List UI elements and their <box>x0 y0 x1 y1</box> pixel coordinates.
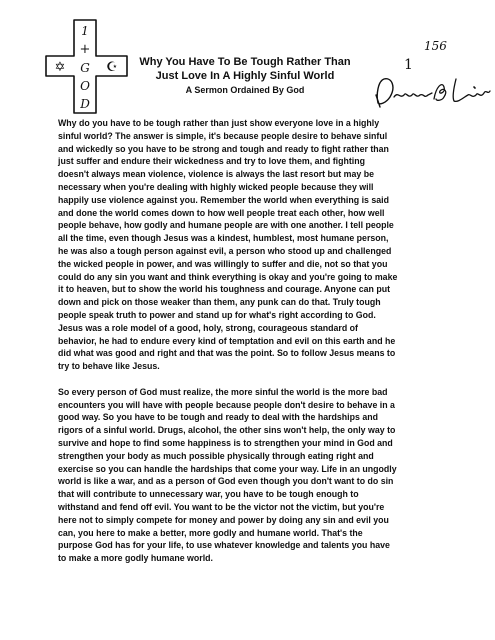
text-line: survive and hope to find some happiness is to strengthen your mind in God and <box>58 437 393 448</box>
text-line: strengthen your body as much possible physically through eating right and <box>58 450 374 461</box>
text-line: he was also a tough person against evil, a person who stood up and challenged <box>58 245 392 256</box>
emblem-char-o: O <box>80 79 90 93</box>
emblem-char-1: 1 <box>81 24 89 38</box>
emblem-char-plus: + <box>79 42 91 57</box>
text-line: rigors of a sinful world. Drugs, alcohol, the other sins won't help, the only way to <box>58 425 396 436</box>
text-line: people speak truth to power and stand up for what's right according to God. <box>58 309 376 320</box>
subtitle: A Sermon Ordained By God <box>185 85 305 95</box>
text-line: to make a more godly humane world. <box>58 553 213 564</box>
paragraph <box>58 117 454 373</box>
text-line: necessary when you're dealing with highly wicked people because they will <box>58 181 374 192</box>
text-line: withstand and fend off evil. You want to be the victor not the victim, but you're <box>58 501 385 512</box>
text-line: Why do you have to be tough rather than just show everyone love in a highly <box>58 118 380 128</box>
text-line: that will contribute to unnecessary war, you have to be tough enough to <box>58 489 359 500</box>
paragraph <box>58 386 454 565</box>
text-line: sinful world? The answer is simple, it's because people desire to behave sinful <box>58 130 388 141</box>
text-line: Jesus was a role model of a good, holy, strong, courageous standard of <box>58 322 358 333</box>
text-line: and wickedly so you have to be strong and tough and ready to fight rather than <box>58 143 389 154</box>
page-part-number: 1 <box>404 57 413 73</box>
signature <box>372 73 494 111</box>
cross-emblem <box>43 16 129 116</box>
text-line: just suffer and endure their wickedness and try to love them, and fighting <box>58 156 365 167</box>
text-line: can, you here to make a better, more godly and humane world. That's the <box>58 527 363 538</box>
emblem-char-g: G <box>80 61 90 75</box>
text-line: good way. So you have to be tough and ready to deal with the hardships and <box>58 412 378 423</box>
title-line-1: Why You Have To Be Tough Rather Than <box>139 56 351 68</box>
text-line: did what was good and right and that was the point. So to follow Jesus means to <box>58 348 396 359</box>
text-line: try to behave like Jesus. <box>58 361 160 372</box>
text-line: encounters you will have with people because people don't desire to behave in a <box>58 399 395 410</box>
text-line: down and pick on those weaker than them, any punk can do that. Truly tough <box>58 297 381 308</box>
crescent-star-icon: ☪ <box>106 60 118 75</box>
text-line: and done the world comes down to how well people treat each other, how well <box>58 207 385 218</box>
text-line: So every person of God must realize, the more sinful the world is the more bad <box>58 386 388 397</box>
emblem-char-d: D <box>80 97 90 111</box>
text-line: world is like a war, and as a person of God even though you don't want to do sin <box>58 476 394 487</box>
text-line: the wicked people in power, and was willingly to suffer and die, not so that you <box>58 258 388 269</box>
text-line: behavior, he had to endure every kind of temptation and evil on this earth and he <box>58 335 396 346</box>
text-line: people behave, how godly and humane people are with one another. I tell people <box>58 220 394 231</box>
text-line: here not to simply compete for money and power by doing any sin and evil you <box>58 514 389 525</box>
text-line: all the time, even though Jesus was a kindest, humblest, most humane person, <box>58 233 389 244</box>
text-line: could do any sin you want and think everything is okay and you're going to make <box>58 271 398 282</box>
text-line: exercise so you can handle the hardships that come your way. Life in an ungodly <box>58 463 397 474</box>
sermon-header <box>120 55 370 96</box>
text-line: it to heaven, but to show the world his toughness and courage. Anyone can put <box>58 284 391 295</box>
text-line: purpose God has for your life, to use whatever knowledge and talents you have <box>58 540 390 551</box>
star-of-david-icon: ✡ <box>54 60 66 75</box>
page-number: 156 <box>424 39 447 53</box>
title-line-2: Just Love In A Highly Sinful World <box>155 70 335 82</box>
sermon-body <box>58 117 454 565</box>
text-line: happily use violence against you. Remember the world when everything is said <box>58 194 389 205</box>
text-line: doesn't always mean violence, violence is always the last resort but may be <box>58 169 374 180</box>
